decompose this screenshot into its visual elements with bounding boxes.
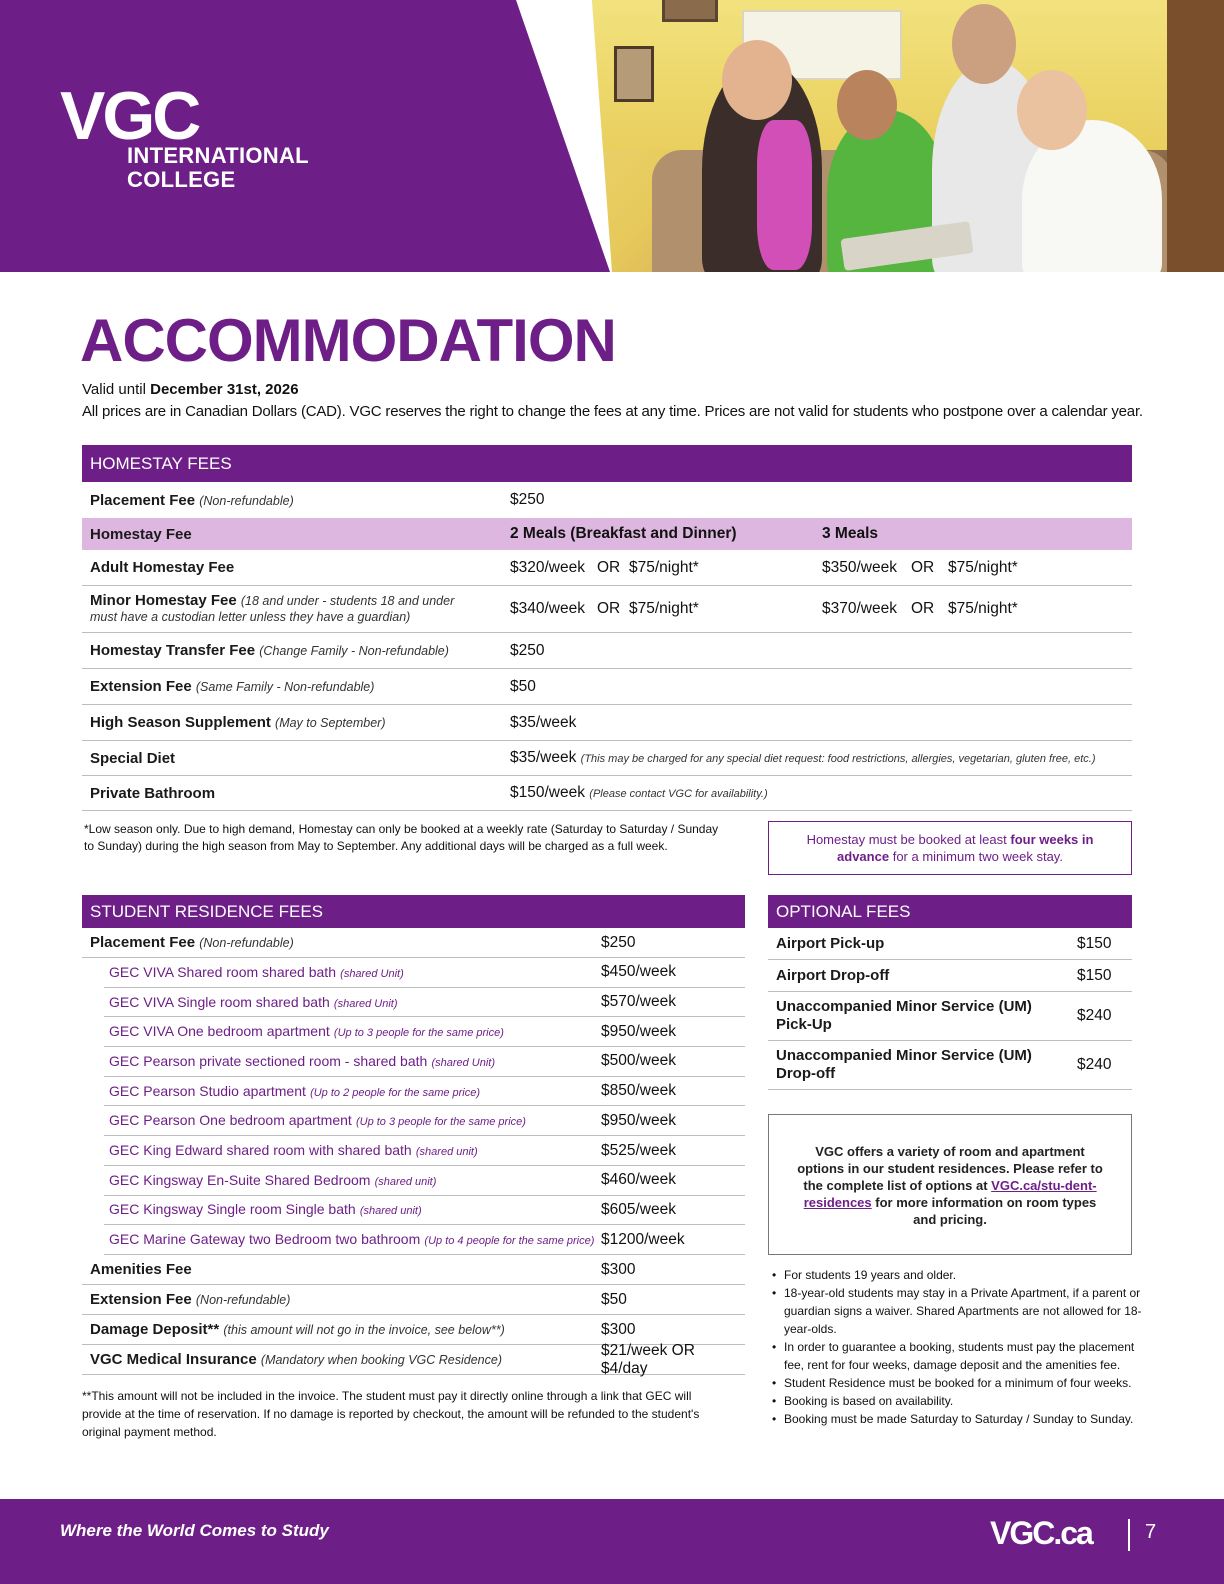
residence-option-name: GEC VIVA One bedroom apartment — [109, 1023, 330, 1040]
advance-notice-pre: Homestay must be booked at least — [806, 832, 1007, 847]
special-diet-value: $35/week — [510, 749, 577, 766]
residence-option-note: (shared Unit) — [431, 1056, 496, 1069]
or-label: OR — [911, 600, 935, 617]
validity-date: December 31st, 2026 — [150, 381, 299, 398]
residence-option-row — [104, 1166, 745, 1196]
residence-option-price: $525/week — [601, 1141, 676, 1159]
footer-tagline: Where the World Comes to Study — [60, 1521, 329, 1540]
homestay-column-header-row — [82, 518, 1132, 550]
amenities-row — [82, 1255, 745, 1285]
transfer-fee-label: Homestay Transfer Fee — [90, 642, 256, 659]
residence-footnote-line-2: provide at the time of reservation. If no damage is reported by checkout, the amount will be refunded to the student's — [82, 1407, 700, 1421]
page-header — [0, 0, 1224, 272]
private-bathroom-label: Private Bathroom — [90, 784, 216, 802]
residence-info-box — [768, 1114, 1132, 1255]
residence-footnote — [82, 1387, 742, 1441]
medical-insurance-value: $21/week OR $4/day — [601, 1341, 695, 1377]
optional-fee-row — [768, 1041, 1132, 1090]
high-season-label: High Season Supplement — [90, 714, 271, 731]
residence-option-row — [104, 1196, 745, 1226]
residence-option-row — [104, 1107, 745, 1137]
residence-extension-label: Extension Fee — [90, 1291, 192, 1308]
footer-divider — [1128, 1519, 1130, 1551]
residence-option-name: GEC Kingsway Single room Single bath — [109, 1201, 356, 1218]
amenities-label: Amenities Fee — [90, 1261, 192, 1278]
residence-option-name: GEC Marine Gateway two Bedroom two bathroom — [109, 1231, 421, 1248]
residence-option-price: $1200/week — [601, 1230, 685, 1248]
damage-deposit-row — [82, 1315, 745, 1345]
residence-option-note: (shared unit) — [415, 1146, 478, 1159]
private-bathroom-value: $150/week — [510, 784, 585, 801]
residence-option-note: (shared Unit) — [340, 967, 404, 980]
minor-3meal-weekly: $370/week — [822, 600, 897, 617]
residence-option-name: GEC Pearson One bedroom apartment — [109, 1112, 352, 1129]
homestay-footnote-line-2: to Sunday) during the high season from May to September. Any additional days will be charged as a full week. — [84, 839, 668, 853]
high-season-note: (May to September) — [275, 716, 386, 730]
residence-placement-row — [82, 928, 745, 958]
homestay-placement-row — [82, 482, 1132, 518]
homestay-footnote-line-1: *Low season only. Due to high demand, Homestay can only be booked at a weekly rate (Saturday to Saturday / Sunday — [84, 822, 719, 836]
residence-option-row — [104, 1136, 745, 1166]
minor-homestay-row — [82, 586, 1132, 633]
homestay-fees-heading: HOMESTAY FEES — [82, 445, 1132, 482]
residence-option-price: $570/week — [601, 993, 676, 1011]
adult-2meal-nightly: $75/night* — [629, 558, 699, 576]
homestay-fee-col-header: Homestay Fee — [90, 525, 192, 543]
private-bathroom-row — [82, 776, 1132, 811]
homestay-footnote — [84, 821, 744, 855]
homestay-advance-notice — [768, 821, 1132, 875]
residence-extension-row — [82, 1285, 745, 1315]
damage-deposit-value: $300 — [601, 1320, 636, 1338]
optional-fee-label-line-2: Pick-Up — [776, 1016, 832, 1033]
residence-placement-label: Placement Fee — [90, 934, 196, 951]
residence-option-name: GEC VIVA Shared room shared bath — [109, 963, 336, 980]
special-diet-row — [82, 741, 1132, 776]
condition-bullet: • Booking must be made Saturday to Saturday / Sunday to Sunday. — [772, 1410, 1142, 1428]
advance-notice-post: for a minimum two week stay. — [892, 849, 1063, 864]
transfer-fee-note: (Change Family - Non-refundable) — [259, 644, 449, 658]
residence-option-note: (shared Unit) — [333, 997, 398, 1010]
damage-deposit-note: (this amount will not go in the invoice, see below**) — [223, 1323, 505, 1337]
residence-option-name: GEC Pearson private sectioned room - shared bath — [109, 1052, 428, 1069]
private-bathroom-note: (Please contact VGC for availability.) — [589, 788, 768, 800]
high-season-value: $35/week — [510, 713, 577, 731]
minor-homestay-note-1: (18 and under - students 18 and under — [240, 594, 455, 608]
minor-3meal-nightly: $75/night* — [948, 600, 1018, 617]
residence-option-note: (shared unit) — [359, 1205, 422, 1218]
residence-option-price: $950/week — [601, 1022, 676, 1040]
footer-site-logo: VGC.ca — [990, 1515, 1092, 1551]
residence-conditions-list — [772, 1266, 1142, 1428]
residence-option-note: (Up to 3 people for the same price) — [333, 1027, 504, 1040]
extension-fee-value: $50 — [510, 677, 536, 695]
residence-option-name: GEC Pearson Studio apartment — [109, 1082, 306, 1099]
medical-insurance-label: VGC Medical Insurance — [90, 1351, 257, 1368]
info-text-post: for more information on room types and pricing. — [875, 1195, 1097, 1227]
residence-placement-value: $250 — [601, 933, 636, 951]
residence-option-row — [104, 958, 745, 988]
extension-fee-note: (Same Family - Non-refundable) — [195, 680, 375, 694]
residence-option-price: $450/week — [601, 963, 676, 981]
optional-fee-row — [768, 992, 1132, 1041]
residence-option-price: $500/week — [601, 1052, 676, 1070]
minor-2meal-nightly: $75/night* — [629, 600, 699, 617]
high-season-row — [82, 705, 1132, 741]
two-meals-col-header: 2 Meals (Breakfast and Dinner) — [510, 525, 737, 542]
optional-fee-price: $240 — [1077, 1007, 1112, 1024]
special-diet-label: Special Diet — [90, 749, 176, 767]
homestay-placement-label: Placement Fee — [90, 491, 196, 509]
page-footer — [0, 1499, 1224, 1584]
residence-footnote-line-1: **This amount will not be included in the invoice. The student must pay it directly online through a link that GEC will — [82, 1389, 692, 1403]
page-title: ACCOMMODATION — [80, 307, 616, 374]
residence-option-price: $460/week — [601, 1171, 676, 1189]
residence-option-price: $850/week — [601, 1082, 676, 1100]
advance-notice-bold-2: advance — [837, 849, 890, 864]
homestay-extension-row — [82, 669, 1132, 705]
minor-homestay-label: Minor Homestay Fee — [90, 592, 237, 609]
or-label: OR — [911, 558, 935, 576]
minor-2meal-weekly: $340/week — [510, 600, 585, 617]
condition-bullet: • For students 19 years and older. — [772, 1266, 1142, 1284]
adult-homestay-label: Adult Homestay Fee — [90, 559, 235, 576]
special-diet-note: (This may be charged for any special diet request: food restrictions, allergies, vegetarian, gluten free, etc.) — [580, 753, 1096, 765]
residence-option-price: $950/week — [601, 1111, 676, 1129]
validity-line — [82, 381, 299, 398]
optional-fee-row — [768, 960, 1132, 992]
or-label: OR — [597, 558, 621, 576]
optional-fee-label: Unaccompanied Minor Service (UM) — [776, 998, 1032, 1015]
residence-option-note: (Up to 2 people for the same price) — [310, 1086, 481, 1099]
header-family-photo — [592, 0, 1224, 272]
info-text-pre: VGC offers a variety of room and apartment options in our student residences. Please refer to the complete list of options at — [797, 1144, 1103, 1193]
logo-line-1: INTERNATIONAL — [127, 143, 309, 168]
residences-link[interactable]: VGC.ca/stu-dent-residences — [803, 1178, 1097, 1210]
condition-bullet: • Booking is based on availability. — [772, 1392, 1142, 1410]
amenities-value: $300 — [601, 1260, 636, 1278]
vgc-logo — [60, 78, 309, 192]
residence-option-name: GEC King Edward shared room with shared bath — [109, 1142, 412, 1159]
condition-bullet: • Student Residence must be booked for a minimum of four weeks. — [772, 1374, 1142, 1392]
optional-fee-label-line-2: Drop-off — [776, 1065, 836, 1082]
optional-fee-price: $150 — [1077, 934, 1112, 952]
residence-extension-value: $50 — [601, 1290, 627, 1308]
residence-option-note: (Up to 4 people for the same price) — [424, 1235, 595, 1248]
homestay-transfer-row — [82, 633, 1132, 669]
logo-mark: VGC — [60, 78, 199, 154]
damage-deposit-label: Damage Deposit** — [90, 1321, 220, 1338]
medical-insurance-row — [82, 1341, 745, 1377]
residence-option-note: (Up to 3 people for the same price) — [355, 1116, 526, 1129]
optional-fees-heading: OPTIONAL FEES — [768, 895, 1132, 928]
condition-bullet: • In order to guarantee a booking, students must pay the placement fee, rent for four weeks, damage deposit and the amenities fee. — [772, 1338, 1142, 1374]
page-number: 7 — [1145, 1521, 1157, 1543]
residence-fees-heading: STUDENT RESIDENCE FEES — [82, 895, 745, 928]
advance-notice-bold-1: four weeks in — [1010, 832, 1094, 847]
medical-insurance-note: (Mandatory when booking VGC Residence) — [260, 1353, 503, 1367]
or-label: OR — [597, 600, 621, 617]
residence-option-note: (shared unit) — [374, 1175, 437, 1188]
residence-extension-note: (Non-refundable) — [195, 1293, 291, 1307]
homestay-placement-value: $250 — [510, 491, 545, 508]
residence-option-name: GEC Kingsway En-Suite Shared Bedroom — [109, 1171, 371, 1188]
price-disclaimer: All prices are in Canadian Dollars (CAD). VGC reserves the right to change the fees at any time. Prices are not valid for students who postpone over a calendar year. — [82, 403, 1143, 420]
validity-prefix: Valid until — [82, 381, 146, 398]
residence-footnote-line-3: original payment method. — [82, 1425, 217, 1439]
transfer-fee-value: $250 — [510, 641, 545, 659]
residence-placement-note: (Non-refundable) — [199, 936, 294, 950]
minor-homestay-note-2: must have a custodian letter unless they have a guardian) — [90, 610, 411, 624]
optional-fee-label: Airport Drop-off — [776, 966, 890, 984]
optional-fee-price: $150 — [1077, 966, 1112, 984]
residence-option-price: $605/week — [601, 1200, 676, 1218]
residence-option-row — [104, 1225, 745, 1255]
residence-option-row — [104, 1077, 745, 1107]
adult-3meal-nightly: $75/night* — [948, 558, 1018, 576]
adult-3meal-weekly: $350/week — [822, 558, 897, 576]
optional-fee-label: Unaccompanied Minor Service (UM) — [776, 1047, 1032, 1064]
extension-fee-label: Extension Fee — [90, 678, 192, 695]
optional-fee-row — [768, 928, 1132, 960]
adult-homestay-row — [82, 550, 1132, 586]
optional-fee-price: $240 — [1077, 1056, 1112, 1073]
residence-option-name: GEC VIVA Single room shared bath — [109, 993, 330, 1010]
three-meals-col-header: 3 Meals — [822, 525, 879, 542]
homestay-placement-note: (Non-refundable) — [199, 493, 294, 508]
adult-2meal-weekly: $320/week — [510, 558, 585, 576]
optional-fee-label: Airport Pick-up — [776, 934, 885, 952]
residence-option-row — [104, 1017, 745, 1047]
logo-line-2: COLLEGE — [127, 167, 236, 192]
residence-option-row — [104, 988, 745, 1018]
condition-bullet: • 18-year-old students may stay in a Private Apartment, if a parent or guardian signs a waiver. Shared Apartments are not allowed for 18-year-olds. — [772, 1284, 1142, 1338]
residence-option-row — [104, 1047, 745, 1077]
